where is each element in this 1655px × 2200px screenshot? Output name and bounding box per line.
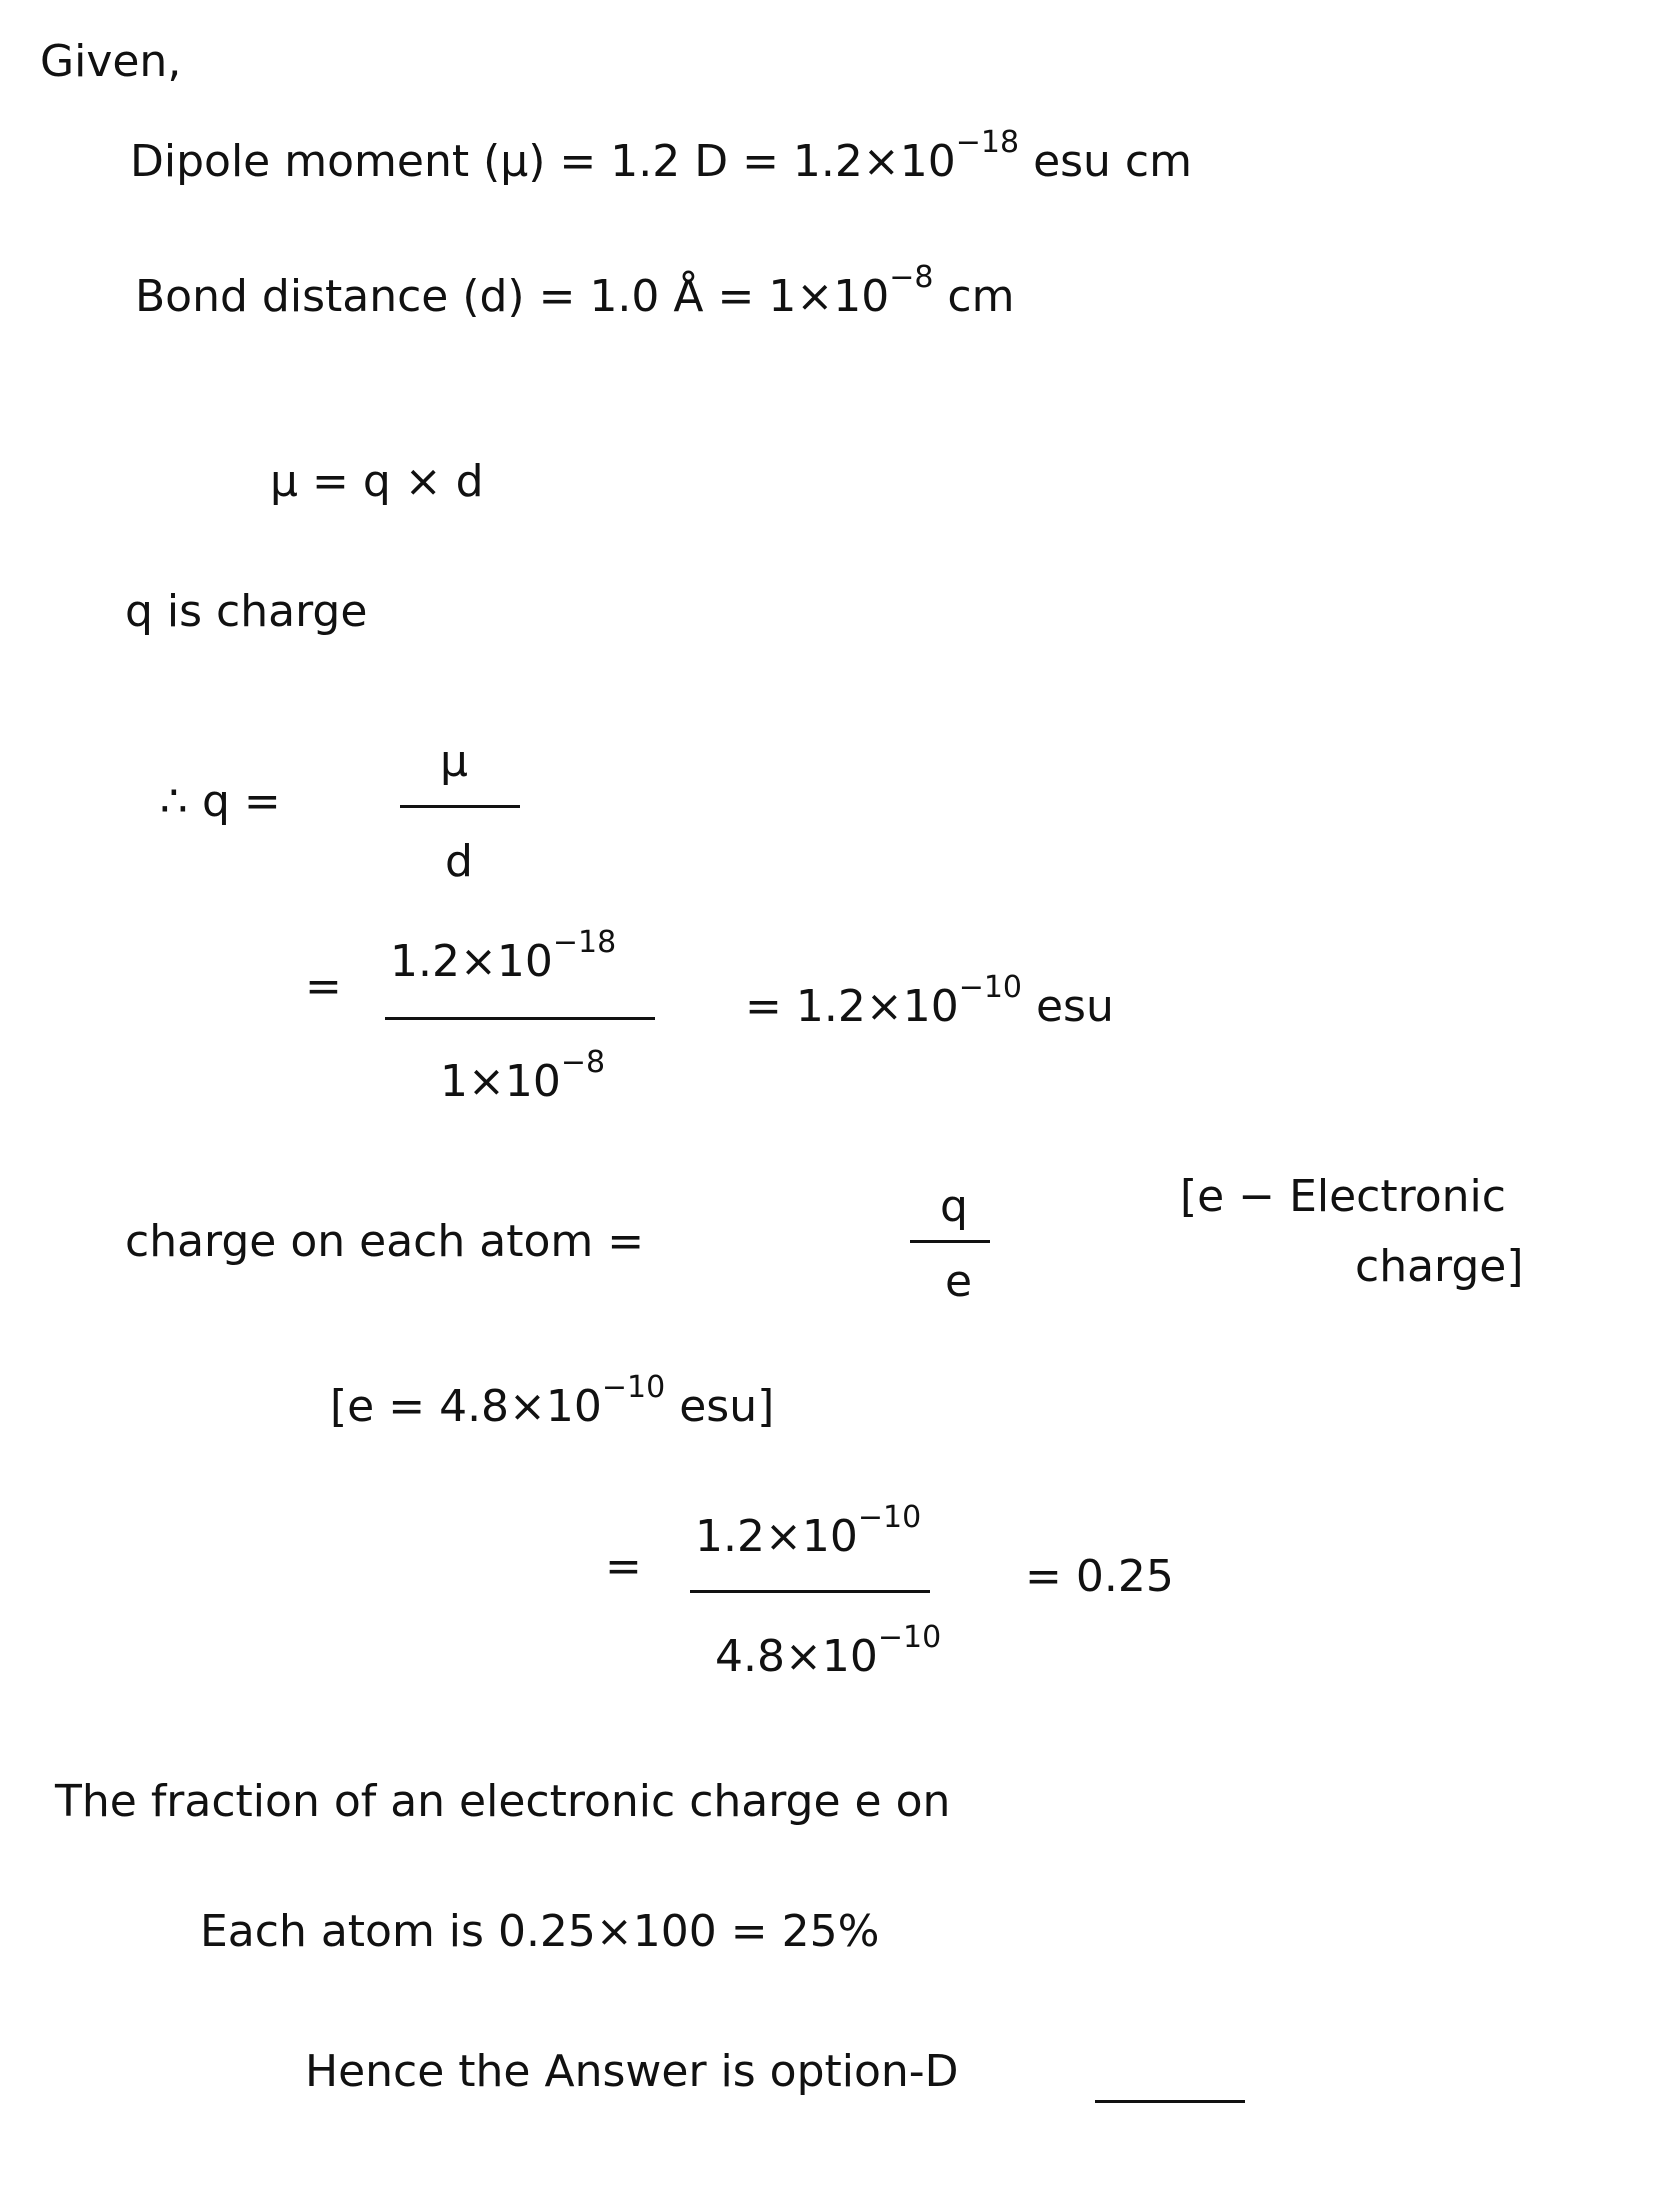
calc1-numerator-base: 1.2×10	[390, 936, 553, 987]
calc1-numerator-exponent: −18	[552, 925, 617, 960]
dipole-label: Dipole moment (μ) = 1.2 D = 1.2×10	[130, 136, 956, 187]
calc2-numerator-base: 1.2×10	[695, 1511, 858, 1562]
calc1-result-unit: esu	[1022, 981, 1114, 1032]
q-equation-lhs: ∴ q =	[160, 776, 281, 827]
calc2-equals: =	[605, 1541, 642, 1592]
answer-statement: Hence the Answer is option-D	[305, 2046, 959, 2097]
bond-label: Bond distance (d) = 1.0 Å = 1×10	[135, 271, 890, 322]
e-value	[330, 1370, 775, 1432]
charge-each-denominator: e	[945, 1256, 973, 1307]
calc1-denominator	[440, 1045, 606, 1107]
bond-exponent: −8	[889, 260, 934, 295]
e-value-exponent: −10	[601, 1370, 666, 1405]
electronic-charge-note-line1: [e − Electronic	[1180, 1171, 1506, 1222]
calc1-equals: =	[305, 961, 342, 1012]
bond-unit: cm	[933, 271, 1015, 322]
calc1-denominator-base: 1×10	[440, 1056, 561, 1107]
bond-distance-line	[135, 260, 1015, 322]
charge-each-atom-lhs: charge on each atom =	[125, 1216, 645, 1267]
calc1-result	[745, 970, 1114, 1032]
e-value-unit: esu]	[665, 1381, 775, 1432]
calc2-fraction-bar	[690, 1590, 930, 1593]
given-heading: Given,	[40, 36, 182, 87]
dipole-exponent: −18	[955, 125, 1020, 160]
calc1-numerator	[390, 925, 617, 987]
dipole-formula: μ = q × d	[270, 456, 484, 507]
electronic-charge-note-line2: charge]	[1355, 1241, 1524, 1292]
calc1-fraction-bar	[385, 1017, 655, 1020]
charge-each-numerator: q	[940, 1181, 968, 1232]
fraction-statement-line1: The fraction of an electronic charge e on	[55, 1776, 951, 1827]
e-value-base: [e = 4.8×10	[330, 1381, 602, 1432]
q-equation-numerator: μ	[440, 736, 468, 787]
q-fraction-bar	[400, 805, 520, 808]
q-equation-denominator: d	[445, 836, 473, 887]
answer-underline	[1095, 2100, 1245, 2103]
calc1-result-base: = 1.2×10	[745, 981, 959, 1032]
dipole-unit: esu cm	[1019, 136, 1192, 187]
charge-each-fraction-bar	[910, 1240, 990, 1243]
q-definition: q is charge	[125, 586, 368, 637]
calc2-denominator-exponent: −10	[877, 1620, 942, 1655]
calc2-result: = 0.25	[1025, 1551, 1174, 1602]
calc2-denominator	[715, 1620, 942, 1682]
dipole-moment-line	[130, 125, 1192, 187]
calc2-numerator-exponent: −10	[857, 1500, 922, 1535]
calc1-denominator-exponent: −8	[560, 1045, 606, 1080]
fraction-statement-line2: Each atom is 0.25×100 = 25%	[200, 1906, 880, 1957]
calc2-numerator	[695, 1500, 922, 1562]
calc2-denominator-base: 4.8×10	[715, 1631, 878, 1682]
calc1-result-exponent: −10	[958, 970, 1022, 1005]
